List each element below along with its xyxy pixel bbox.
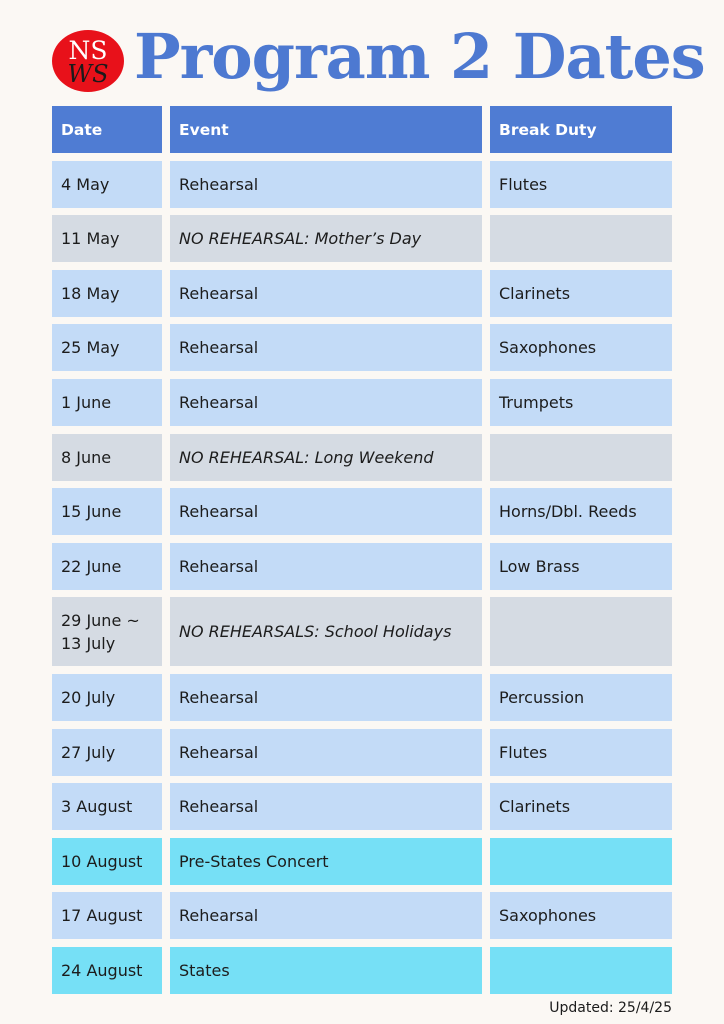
date-cell: 25 May	[52, 324, 162, 371]
event-cell: Rehearsal	[170, 674, 482, 721]
event-cell: Rehearsal	[170, 270, 482, 317]
duty-cell: Percussion	[490, 674, 672, 721]
event-cell: NO REHEARSAL: Mother’s Day	[170, 215, 482, 262]
date-cell: 3 August	[52, 783, 162, 830]
event-cell: Rehearsal	[170, 488, 482, 535]
duty-cell: Flutes	[490, 161, 672, 208]
page-title: Program 2 Dates	[134, 20, 705, 93]
event-cell: NO REHEARSALS: School Holidays	[170, 597, 482, 666]
date-cell: 1 June	[52, 379, 162, 426]
duty-cell: Low Brass	[490, 543, 672, 590]
updated-date: Updated: 25/4/25	[549, 1000, 672, 1016]
date-cell: 17 August	[52, 892, 162, 939]
logo-top-text: NS	[68, 36, 108, 65]
date-cell: 15 June	[52, 488, 162, 535]
header-event: Event	[170, 106, 482, 153]
duty-cell: Horns/Dbl. Reeds	[490, 488, 672, 535]
duty-cell	[490, 947, 672, 994]
date-cell: 24 August	[52, 947, 162, 994]
duty-cell: Clarinets	[490, 270, 672, 317]
header-break-duty: Break Duty	[490, 106, 672, 153]
duty-cell	[490, 838, 672, 885]
duty-cell: Flutes	[490, 729, 672, 776]
event-cell: Pre-States Concert	[170, 838, 482, 885]
event-cell: NO REHEARSAL: Long Weekend	[170, 434, 482, 481]
nsws-logo	[52, 30, 124, 92]
event-cell: States	[170, 947, 482, 994]
duty-cell: Trumpets	[490, 379, 672, 426]
duty-cell	[490, 215, 672, 262]
event-cell: Rehearsal	[170, 324, 482, 371]
header	[52, 20, 705, 93]
date-cell: 22 June	[52, 543, 162, 590]
duty-cell: Clarinets	[490, 783, 672, 830]
date-cell: 20 July	[52, 674, 162, 721]
event-cell: Rehearsal	[170, 892, 482, 939]
date-cell: 18 May	[52, 270, 162, 317]
event-cell: Rehearsal	[170, 161, 482, 208]
date-cell: 29 June ~ 13 July	[52, 597, 162, 666]
date-cell: 10 August	[52, 838, 162, 885]
header-date: Date	[52, 106, 162, 153]
duty-cell	[490, 597, 672, 666]
date-cell: 11 May	[52, 215, 162, 262]
duty-cell: Saxophones	[490, 324, 672, 371]
date-cell: 27 July	[52, 729, 162, 776]
date-cell: 4 May	[52, 161, 162, 208]
duty-cell: Saxophones	[490, 892, 672, 939]
duty-cell	[490, 434, 672, 481]
schedule-table	[52, 106, 672, 1002]
event-cell: Rehearsal	[170, 783, 482, 830]
event-cell: Rehearsal	[170, 379, 482, 426]
logo-bottom-text: WS	[67, 60, 109, 88]
event-cell: Rehearsal	[170, 729, 482, 776]
date-cell: 8 June	[52, 434, 162, 481]
event-cell: Rehearsal	[170, 543, 482, 590]
